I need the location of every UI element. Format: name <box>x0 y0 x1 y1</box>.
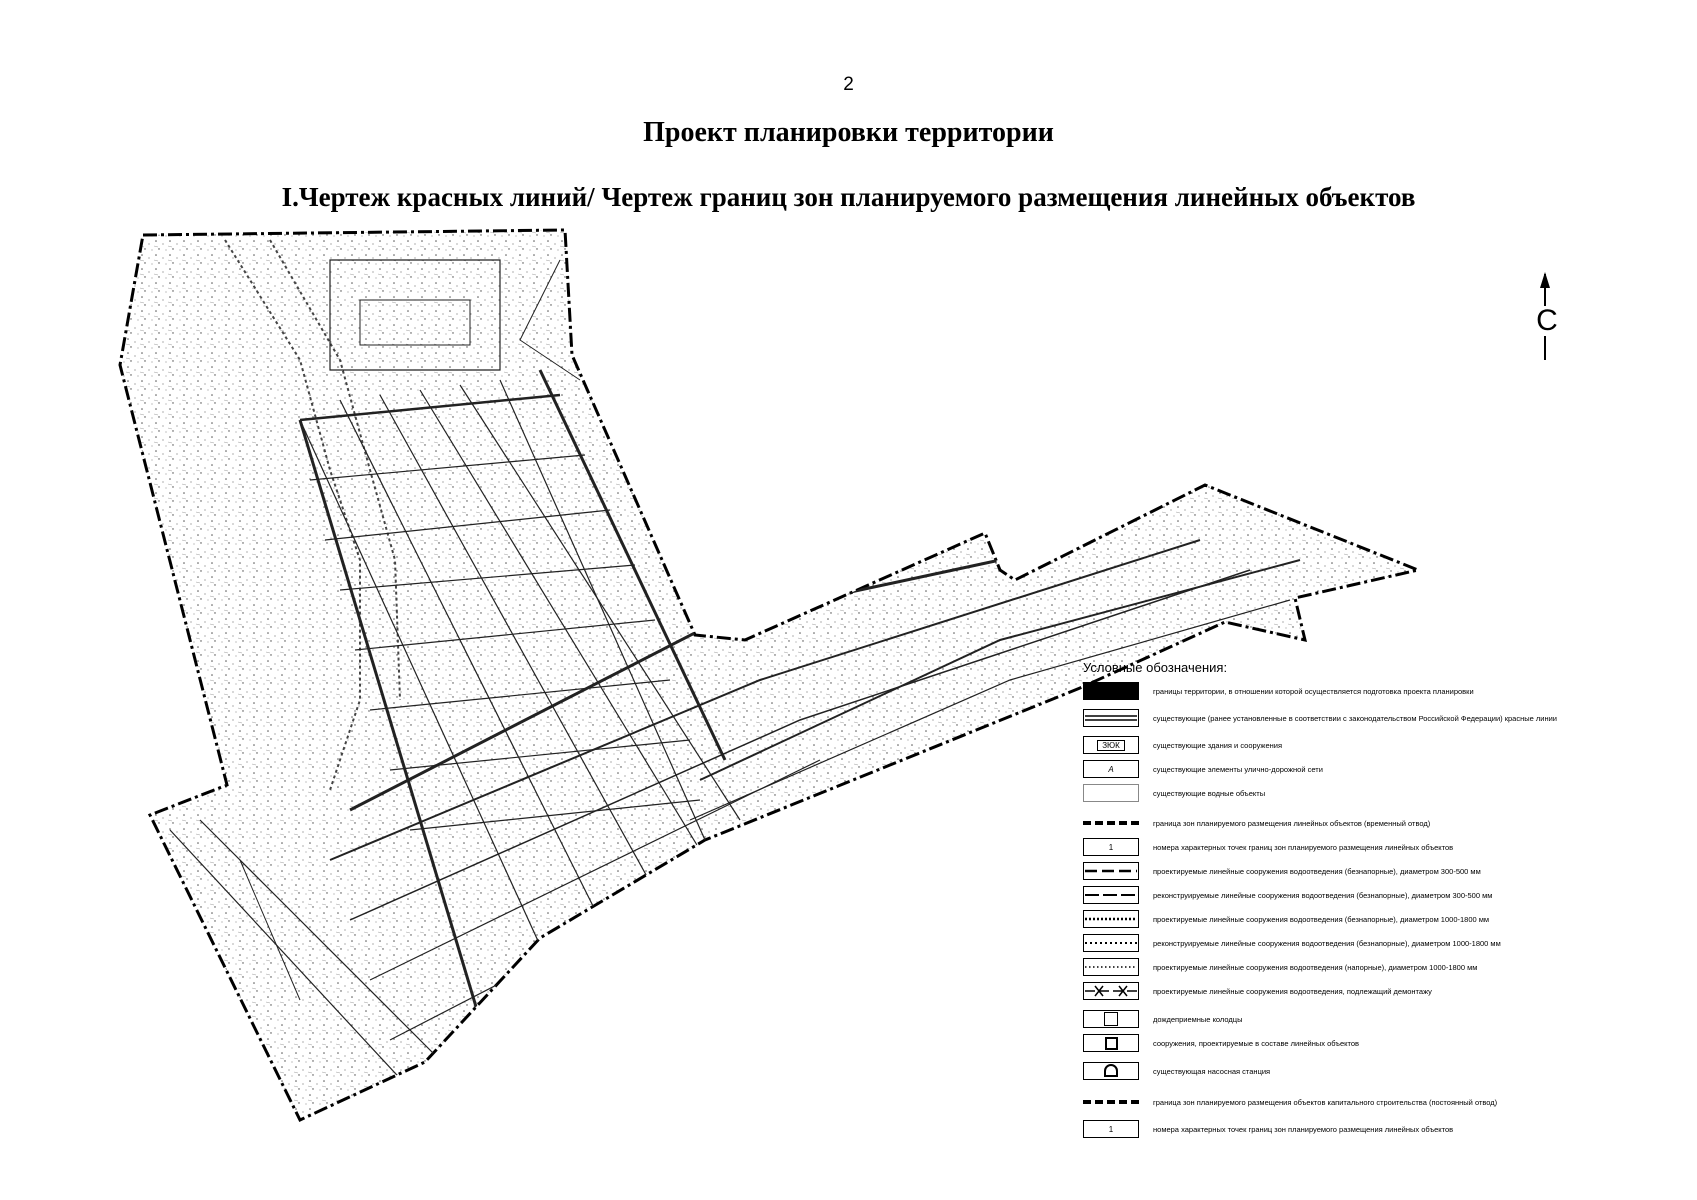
legend-text: граница зон планируемого размещения объектов капитального строительства (постоянный отвод) <box>1153 1097 1498 1107</box>
legend-text: проектируемые линейные сооружения водоотведения (напорные), диаметром 1000-1800 мм <box>1153 962 1478 972</box>
long-dash-symbol <box>1083 862 1139 880</box>
legend-item <box>1083 679 1603 703</box>
thick-dashed-symbol <box>1083 1093 1139 1111</box>
legend-text: существующие (ранее установленные в соответствии с законодательством Российской Федерации) красные линии <box>1153 713 1557 723</box>
legend-text: существующие элементы улично-дорожной сети <box>1153 764 1323 774</box>
legend-item <box>1083 1007 1603 1031</box>
double-line-symbol <box>1083 709 1139 727</box>
page-number: 2 <box>843 74 854 95</box>
legend-item <box>1083 811 1603 835</box>
legend-item <box>1083 703 1603 733</box>
legend-item <box>1083 757 1603 781</box>
page-subtitle: I.Чертеж красных линий/ Чертеж границ зон планируемого размещения линейных объектов <box>281 182 1416 212</box>
north-letter: С <box>1532 306 1562 336</box>
legend-text: проектируемые линейные сооружения водоотведения (безнапорные), диаметром 300-500 мм <box>1153 866 1481 876</box>
legend-item <box>1083 733 1603 757</box>
legend-text: существующая насосная станция <box>1153 1066 1271 1076</box>
legend-text: номера характерных точек границ зон планируемого размещения линейных объектов <box>1153 842 1454 852</box>
legend-text: дождеприемные колодцы <box>1153 1014 1243 1024</box>
legend-item <box>1083 955 1603 979</box>
legend-text: границы территории, в отношении которой осуществляется подготовка проекта планировки <box>1153 686 1474 696</box>
legend-text: существующие здания и сооружения <box>1153 740 1283 750</box>
legend-item <box>1083 835 1603 859</box>
legend-item <box>1083 1059 1603 1083</box>
legend-item <box>1083 1117 1603 1141</box>
legend-item <box>1083 781 1603 805</box>
legend-text: проектируемые линейные сооружения водоотведения, подлежащий демонтажу <box>1153 986 1432 996</box>
legend-text: граница зон планируемого размещения линейных объектов (временный отвод) <box>1153 818 1431 828</box>
dotted-symbol <box>1083 910 1139 928</box>
legend-item <box>1083 859 1603 883</box>
long-dash-symbol <box>1083 886 1139 904</box>
road-symbol <box>1083 760 1139 778</box>
legend-item <box>1083 883 1603 907</box>
page-title: Проект планировки территории <box>643 117 1054 148</box>
point-number-symbol: 1 <box>1083 838 1139 856</box>
legend-title: Условные обозначения: <box>1083 660 1228 675</box>
legend-text: проектируемые линейные сооружения водоотведения (безнапорные), диаметром 1000-1800 мм <box>1153 914 1490 924</box>
water-symbol <box>1083 784 1139 802</box>
legend-item <box>1083 931 1603 955</box>
cross-line-symbol <box>1083 982 1139 1000</box>
legend-text: существующие водные объекты <box>1153 788 1266 798</box>
legend-item <box>1083 907 1603 931</box>
road-symbol-label: А <box>1108 764 1114 774</box>
legend-text: реконструируемые линейные сооружения водоотведения (безнапорные), диаметром 1000-1800 мм <box>1153 938 1501 948</box>
thick-dashed-symbol <box>1083 814 1139 832</box>
point-number-symbol: 1 <box>1083 1120 1139 1138</box>
legend-text: номера характерных точек границ зон планируемого размещения линейных объектов <box>1153 1124 1454 1134</box>
legend <box>1083 660 1603 1141</box>
legend-text: сооружения, проектируемые в составе линейных объектов <box>1153 1038 1360 1048</box>
dotted-symbol <box>1083 934 1139 952</box>
building-symbol-label: ЗЮК <box>1097 740 1125 751</box>
building-symbol <box>1083 736 1139 754</box>
solid-black-symbol <box>1083 682 1139 700</box>
square-symbol <box>1083 1010 1139 1028</box>
legend-item <box>1083 1087 1603 1117</box>
legend-item <box>1083 979 1603 1003</box>
legend-text: реконструируемые линейные сооружения водоотведения (безнапорные), диаметром 300-500 мм <box>1153 890 1493 900</box>
small-square-symbol <box>1083 1034 1139 1052</box>
pump-station-symbol <box>1083 1062 1139 1080</box>
legend-item <box>1083 1031 1603 1055</box>
fine-dotted-symbol <box>1083 958 1139 976</box>
